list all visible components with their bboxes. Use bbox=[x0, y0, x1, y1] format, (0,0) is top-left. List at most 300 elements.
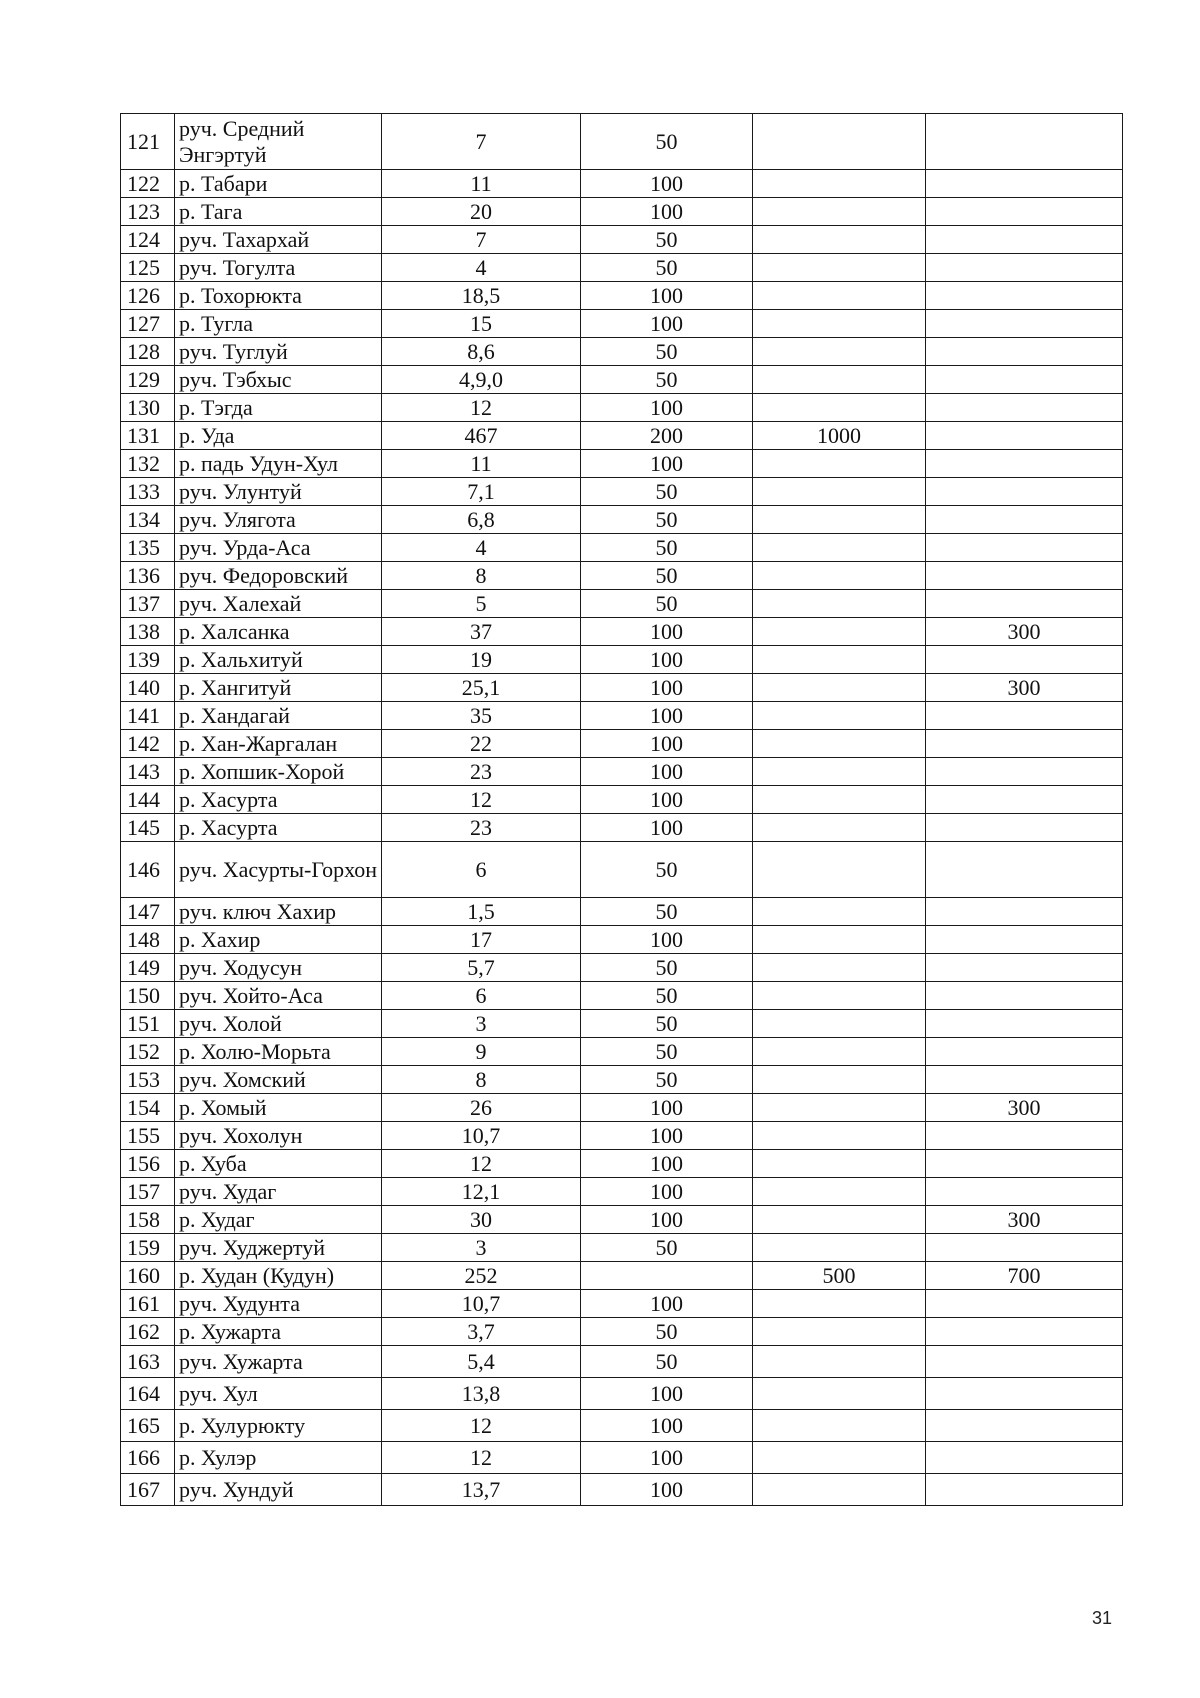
water-body-name-cell: руч. Худжертуй bbox=[175, 1234, 382, 1262]
length-cell: 26 bbox=[382, 1094, 581, 1122]
column-6-cell bbox=[926, 1378, 1123, 1410]
table-row bbox=[121, 366, 1123, 394]
length-cell: 7 bbox=[382, 226, 581, 254]
row-number-cell: 138 bbox=[121, 618, 175, 646]
row-number-cell: 136 bbox=[121, 562, 175, 590]
table-body bbox=[121, 114, 1123, 1506]
zone-width-cell: 100 bbox=[581, 814, 753, 842]
length-cell: 19 bbox=[382, 646, 581, 674]
row-number-cell: 122 bbox=[121, 170, 175, 198]
water-body-name-cell: р. Хуба bbox=[175, 1150, 382, 1178]
water-body-name-cell: руч. Хундуй bbox=[175, 1474, 382, 1506]
row-number-cell: 158 bbox=[121, 1206, 175, 1234]
length-cell: 12 bbox=[382, 394, 581, 422]
column-6-cell bbox=[926, 898, 1123, 926]
zone-width-cell: 50 bbox=[581, 226, 753, 254]
column-5-cell bbox=[753, 282, 926, 310]
table-row bbox=[121, 758, 1123, 786]
row-number-cell: 160 bbox=[121, 1262, 175, 1290]
length-cell: 15 bbox=[382, 310, 581, 338]
water-body-name-cell: р. Хасурта bbox=[175, 814, 382, 842]
length-cell: 30 bbox=[382, 1206, 581, 1234]
page-number: 31 bbox=[1092, 1608, 1113, 1628]
table-row bbox=[121, 1262, 1123, 1290]
column-6-cell bbox=[926, 758, 1123, 786]
column-6-cell bbox=[926, 1346, 1123, 1378]
column-5-cell bbox=[753, 506, 926, 534]
column-6-cell: 300 bbox=[926, 618, 1123, 646]
zone-width-cell: 100 bbox=[581, 1122, 753, 1150]
length-cell: 12 bbox=[382, 786, 581, 814]
length-cell: 10,7 bbox=[382, 1290, 581, 1318]
row-number-cell: 143 bbox=[121, 758, 175, 786]
table-row bbox=[121, 310, 1123, 338]
column-5-cell bbox=[753, 1206, 926, 1234]
zone-width-cell: 100 bbox=[581, 394, 753, 422]
column-5-cell bbox=[753, 1038, 926, 1066]
table-row bbox=[121, 954, 1123, 982]
row-number-cell: 145 bbox=[121, 814, 175, 842]
column-6-cell bbox=[926, 226, 1123, 254]
table-row bbox=[121, 814, 1123, 842]
zone-width-cell: 50 bbox=[581, 842, 753, 898]
column-5-cell bbox=[753, 114, 926, 170]
column-6-cell bbox=[926, 282, 1123, 310]
table-row bbox=[121, 1410, 1123, 1442]
zone-width-cell: 50 bbox=[581, 1318, 753, 1346]
table-row bbox=[121, 1346, 1123, 1378]
water-body-name-cell: р. Тугла bbox=[175, 310, 382, 338]
water-body-name-cell: р. Худан (Кудун) bbox=[175, 1262, 382, 1290]
zone-width-cell: 50 bbox=[581, 1234, 753, 1262]
column-5-cell bbox=[753, 1178, 926, 1206]
column-6-cell bbox=[926, 702, 1123, 730]
column-5-cell bbox=[753, 478, 926, 506]
zone-width-cell: 50 bbox=[581, 478, 753, 506]
column-5-cell: 500 bbox=[753, 1262, 926, 1290]
column-6-cell bbox=[926, 646, 1123, 674]
table-row bbox=[121, 926, 1123, 954]
zone-width-cell: 50 bbox=[581, 562, 753, 590]
column-5-cell bbox=[753, 394, 926, 422]
water-body-name-cell: р. Хахир bbox=[175, 926, 382, 954]
column-5-cell bbox=[753, 1094, 926, 1122]
row-number-cell: 161 bbox=[121, 1290, 175, 1318]
length-cell: 13,7 bbox=[382, 1474, 581, 1506]
column-6-cell bbox=[926, 338, 1123, 366]
column-5-cell bbox=[753, 786, 926, 814]
table-row bbox=[121, 338, 1123, 366]
column-6-cell bbox=[926, 1410, 1123, 1442]
zone-width-cell: 50 bbox=[581, 982, 753, 1010]
length-cell: 11 bbox=[382, 170, 581, 198]
column-6-cell bbox=[926, 1122, 1123, 1150]
length-cell: 23 bbox=[382, 814, 581, 842]
zone-width-cell: 50 bbox=[581, 1038, 753, 1066]
water-body-name-cell: р. Хан-Жаргалан bbox=[175, 730, 382, 758]
length-cell: 12 bbox=[382, 1410, 581, 1442]
zone-width-cell: 100 bbox=[581, 198, 753, 226]
column-6-cell bbox=[926, 198, 1123, 226]
water-body-name-cell: руч. Урда-Аса bbox=[175, 534, 382, 562]
length-cell: 13,8 bbox=[382, 1378, 581, 1410]
column-5-cell bbox=[753, 1234, 926, 1262]
column-6-cell bbox=[926, 562, 1123, 590]
column-5-cell bbox=[753, 842, 926, 898]
zone-width-cell: 100 bbox=[581, 1474, 753, 1506]
table-row bbox=[121, 730, 1123, 758]
table-row bbox=[121, 1290, 1123, 1318]
table-row bbox=[121, 254, 1123, 282]
zone-width-cell: 100 bbox=[581, 1094, 753, 1122]
row-number-cell: 146 bbox=[121, 842, 175, 898]
water-body-name-cell: руч. Тэбхыс bbox=[175, 366, 382, 394]
column-6-cell bbox=[926, 730, 1123, 758]
row-number-cell: 149 bbox=[121, 954, 175, 982]
length-cell: 6 bbox=[382, 842, 581, 898]
length-cell: 22 bbox=[382, 730, 581, 758]
row-number-cell: 141 bbox=[121, 702, 175, 730]
column-5-cell bbox=[753, 254, 926, 282]
zone-width-cell: 50 bbox=[581, 366, 753, 394]
row-number-cell: 142 bbox=[121, 730, 175, 758]
column-6-cell bbox=[926, 954, 1123, 982]
zone-width-cell: 100 bbox=[581, 758, 753, 786]
row-number-cell: 156 bbox=[121, 1150, 175, 1178]
table-row bbox=[121, 562, 1123, 590]
length-cell: 7 bbox=[382, 114, 581, 170]
row-number-cell: 165 bbox=[121, 1410, 175, 1442]
row-number-cell: 151 bbox=[121, 1010, 175, 1038]
column-5-cell bbox=[753, 338, 926, 366]
column-5-cell bbox=[753, 1010, 926, 1038]
row-number-cell: 144 bbox=[121, 786, 175, 814]
column-5-cell bbox=[753, 590, 926, 618]
length-cell: 8,6 bbox=[382, 338, 581, 366]
water-body-name-cell: руч. Улягота bbox=[175, 506, 382, 534]
zone-width-cell: 50 bbox=[581, 590, 753, 618]
table-row bbox=[121, 422, 1123, 450]
table-row bbox=[121, 394, 1123, 422]
zone-width-cell: 100 bbox=[581, 674, 753, 702]
column-6-cell: 300 bbox=[926, 1206, 1123, 1234]
row-number-cell: 133 bbox=[121, 478, 175, 506]
column-6-cell bbox=[926, 310, 1123, 338]
column-6-cell: 300 bbox=[926, 674, 1123, 702]
row-number-cell: 139 bbox=[121, 646, 175, 674]
column-6-cell: 300 bbox=[926, 1094, 1123, 1122]
table-row bbox=[121, 114, 1123, 170]
length-cell: 6,8 bbox=[382, 506, 581, 534]
water-body-name-cell: руч. Ходусун bbox=[175, 954, 382, 982]
length-cell: 10,7 bbox=[382, 1122, 581, 1150]
column-6-cell bbox=[926, 394, 1123, 422]
length-cell: 17 bbox=[382, 926, 581, 954]
column-6-cell bbox=[926, 1290, 1123, 1318]
row-number-cell: 121 bbox=[121, 114, 175, 170]
column-6-cell bbox=[926, 1178, 1123, 1206]
column-5-cell bbox=[753, 170, 926, 198]
water-body-name-cell: руч. Федоровский bbox=[175, 562, 382, 590]
column-5-cell bbox=[753, 1378, 926, 1410]
zone-width-cell: 50 bbox=[581, 898, 753, 926]
water-body-name-cell: р. Хужарта bbox=[175, 1318, 382, 1346]
water-body-name-cell: р. Хандагай bbox=[175, 702, 382, 730]
zone-width-cell: 100 bbox=[581, 170, 753, 198]
zone-width-cell: 50 bbox=[581, 114, 753, 170]
water-body-name-cell: р. Хомый bbox=[175, 1094, 382, 1122]
row-number-cell: 126 bbox=[121, 282, 175, 310]
zone-width-cell: 100 bbox=[581, 1410, 753, 1442]
row-number-cell: 148 bbox=[121, 926, 175, 954]
table-row bbox=[121, 1206, 1123, 1234]
column-6-cell bbox=[926, 1442, 1123, 1474]
length-cell: 37 bbox=[382, 618, 581, 646]
length-cell: 9 bbox=[382, 1038, 581, 1066]
column-6-cell bbox=[926, 842, 1123, 898]
water-body-name-cell: р. падь Удун-Хул bbox=[175, 450, 382, 478]
zone-width-cell: 50 bbox=[581, 954, 753, 982]
column-5-cell bbox=[753, 1442, 926, 1474]
row-number-cell: 129 bbox=[121, 366, 175, 394]
column-5-cell bbox=[753, 366, 926, 394]
length-cell: 5,4 bbox=[382, 1346, 581, 1378]
water-body-name-cell: руч. Улунтуй bbox=[175, 478, 382, 506]
column-5-cell bbox=[753, 1122, 926, 1150]
table-row bbox=[121, 198, 1123, 226]
water-body-name-cell: руч. Холой bbox=[175, 1010, 382, 1038]
document-table-container bbox=[120, 113, 1122, 1506]
length-cell: 8 bbox=[382, 1066, 581, 1094]
table-row bbox=[121, 786, 1123, 814]
column-5-cell bbox=[753, 758, 926, 786]
row-number-cell: 123 bbox=[121, 198, 175, 226]
length-cell: 11 bbox=[382, 450, 581, 478]
column-6-cell bbox=[926, 366, 1123, 394]
zone-width-cell: 100 bbox=[581, 1178, 753, 1206]
water-body-name-cell: р. Тэгда bbox=[175, 394, 382, 422]
column-6-cell bbox=[926, 114, 1123, 170]
zone-width-cell: 50 bbox=[581, 1066, 753, 1094]
zone-width-cell: 100 bbox=[581, 1150, 753, 1178]
water-body-name-cell: руч. Тогулта bbox=[175, 254, 382, 282]
row-number-cell: 167 bbox=[121, 1474, 175, 1506]
table-row bbox=[121, 1234, 1123, 1262]
zone-width-cell: 100 bbox=[581, 450, 753, 478]
column-6-cell bbox=[926, 1038, 1123, 1066]
length-cell: 8 bbox=[382, 562, 581, 590]
length-cell: 5 bbox=[382, 590, 581, 618]
table-row bbox=[121, 898, 1123, 926]
column-6-cell bbox=[926, 590, 1123, 618]
column-5-cell bbox=[753, 1066, 926, 1094]
table-row bbox=[121, 618, 1123, 646]
row-number-cell: 154 bbox=[121, 1094, 175, 1122]
zone-width-cell: 100 bbox=[581, 926, 753, 954]
column-5-cell bbox=[753, 702, 926, 730]
column-6-cell bbox=[926, 1474, 1123, 1506]
water-body-name-cell: руч. Хужарта bbox=[175, 1346, 382, 1378]
water-body-name-cell: р. Тага bbox=[175, 198, 382, 226]
length-cell: 25,1 bbox=[382, 674, 581, 702]
table-row bbox=[121, 982, 1123, 1010]
column-5-cell bbox=[753, 1474, 926, 1506]
column-6-cell bbox=[926, 786, 1123, 814]
length-cell: 20 bbox=[382, 198, 581, 226]
table-row bbox=[121, 1122, 1123, 1150]
column-5-cell bbox=[753, 226, 926, 254]
column-5-cell bbox=[753, 1346, 926, 1378]
length-cell: 23 bbox=[382, 758, 581, 786]
row-number-cell: 124 bbox=[121, 226, 175, 254]
column-6-cell bbox=[926, 534, 1123, 562]
zone-width-cell: 100 bbox=[581, 1290, 753, 1318]
table-row bbox=[121, 282, 1123, 310]
zone-width-cell: 100 bbox=[581, 702, 753, 730]
row-number-cell: 130 bbox=[121, 394, 175, 422]
row-number-cell: 131 bbox=[121, 422, 175, 450]
table-row bbox=[121, 1066, 1123, 1094]
column-5-cell bbox=[753, 646, 926, 674]
column-6-cell bbox=[926, 982, 1123, 1010]
water-body-name-cell: р. Хангитуй bbox=[175, 674, 382, 702]
row-number-cell: 163 bbox=[121, 1346, 175, 1378]
length-cell: 3 bbox=[382, 1234, 581, 1262]
zone-width-cell: 100 bbox=[581, 1442, 753, 1474]
length-cell: 7,1 bbox=[382, 478, 581, 506]
water-body-name-cell: руч. Тахархай bbox=[175, 226, 382, 254]
table-row bbox=[121, 478, 1123, 506]
length-cell: 12,1 bbox=[382, 1178, 581, 1206]
table-row bbox=[121, 1442, 1123, 1474]
rivers-table bbox=[120, 113, 1123, 1506]
length-cell: 6 bbox=[382, 982, 581, 1010]
length-cell: 18,5 bbox=[382, 282, 581, 310]
column-5-cell bbox=[753, 814, 926, 842]
zone-width-cell: 50 bbox=[581, 506, 753, 534]
column-5-cell bbox=[753, 618, 926, 646]
table-row bbox=[121, 534, 1123, 562]
column-5-cell bbox=[753, 1410, 926, 1442]
zone-width-cell: 200 bbox=[581, 422, 753, 450]
row-number-cell: 134 bbox=[121, 506, 175, 534]
column-5-cell bbox=[753, 730, 926, 758]
row-number-cell: 157 bbox=[121, 1178, 175, 1206]
table-row bbox=[121, 1010, 1123, 1038]
water-body-name-cell: р. Хулурюкту bbox=[175, 1410, 382, 1442]
water-body-name-cell: р. Халсанка bbox=[175, 618, 382, 646]
table-row bbox=[121, 1038, 1123, 1066]
length-cell: 4,9,0 bbox=[382, 366, 581, 394]
column-6-cell bbox=[926, 814, 1123, 842]
water-body-name-cell: руч. Хойто-Аса bbox=[175, 982, 382, 1010]
zone-width-cell: 100 bbox=[581, 1206, 753, 1234]
row-number-cell: 166 bbox=[121, 1442, 175, 1474]
table-row bbox=[121, 450, 1123, 478]
row-number-cell: 152 bbox=[121, 1038, 175, 1066]
table-row bbox=[121, 1178, 1123, 1206]
table-row bbox=[121, 1094, 1123, 1122]
water-body-name-cell: р. Хасурта bbox=[175, 786, 382, 814]
length-cell: 12 bbox=[382, 1150, 581, 1178]
column-6-cell bbox=[926, 1066, 1123, 1094]
zone-width-cell: 100 bbox=[581, 646, 753, 674]
column-6-cell bbox=[926, 450, 1123, 478]
water-body-name-cell: руч. Хасурты-Горхон bbox=[175, 842, 382, 898]
column-5-cell bbox=[753, 310, 926, 338]
column-5-cell bbox=[753, 562, 926, 590]
water-body-name-cell: руч. Худаг bbox=[175, 1178, 382, 1206]
column-5-cell bbox=[753, 1318, 926, 1346]
table-row bbox=[121, 170, 1123, 198]
table-row bbox=[121, 842, 1123, 898]
length-cell: 1,5 bbox=[382, 898, 581, 926]
zone-width-cell bbox=[581, 1262, 753, 1290]
table-row bbox=[121, 590, 1123, 618]
column-5-cell bbox=[753, 982, 926, 1010]
zone-width-cell: 100 bbox=[581, 618, 753, 646]
table-row bbox=[121, 702, 1123, 730]
row-number-cell: 125 bbox=[121, 254, 175, 282]
length-cell: 3 bbox=[382, 1010, 581, 1038]
column-5-cell bbox=[753, 954, 926, 982]
zone-width-cell: 100 bbox=[581, 786, 753, 814]
column-6-cell bbox=[926, 506, 1123, 534]
column-5-cell bbox=[753, 898, 926, 926]
column-6-cell: 700 bbox=[926, 1262, 1123, 1290]
row-number-cell: 147 bbox=[121, 898, 175, 926]
length-cell: 4 bbox=[382, 254, 581, 282]
table-row bbox=[121, 1474, 1123, 1506]
column-5-cell bbox=[753, 1150, 926, 1178]
row-number-cell: 150 bbox=[121, 982, 175, 1010]
zone-width-cell: 100 bbox=[581, 282, 753, 310]
water-body-name-cell: руч. ключ Хахир bbox=[175, 898, 382, 926]
row-number-cell: 140 bbox=[121, 674, 175, 702]
water-body-name-cell: руч. Хохолун bbox=[175, 1122, 382, 1150]
length-cell: 467 bbox=[382, 422, 581, 450]
row-number-cell: 159 bbox=[121, 1234, 175, 1262]
column-5-cell: 1000 bbox=[753, 422, 926, 450]
water-body-name-cell: руч. Хул bbox=[175, 1378, 382, 1410]
water-body-name-cell: руч. Средний Энгэртуй bbox=[175, 114, 382, 170]
zone-width-cell: 50 bbox=[581, 1010, 753, 1038]
row-number-cell: 127 bbox=[121, 310, 175, 338]
water-body-name-cell: р. Уда bbox=[175, 422, 382, 450]
row-number-cell: 135 bbox=[121, 534, 175, 562]
column-6-cell bbox=[926, 1010, 1123, 1038]
column-5-cell bbox=[753, 198, 926, 226]
column-5-cell bbox=[753, 450, 926, 478]
water-body-name-cell: р. Холю-Морьта bbox=[175, 1038, 382, 1066]
length-cell: 4 bbox=[382, 534, 581, 562]
row-number-cell: 137 bbox=[121, 590, 175, 618]
water-body-name-cell: руч. Халехай bbox=[175, 590, 382, 618]
table-row bbox=[121, 226, 1123, 254]
length-cell: 5,7 bbox=[382, 954, 581, 982]
table-row bbox=[121, 646, 1123, 674]
length-cell: 252 bbox=[382, 1262, 581, 1290]
zone-width-cell: 50 bbox=[581, 338, 753, 366]
column-6-cell bbox=[926, 170, 1123, 198]
length-cell: 35 bbox=[382, 702, 581, 730]
column-5-cell bbox=[753, 1290, 926, 1318]
table-row bbox=[121, 506, 1123, 534]
length-cell: 12 bbox=[382, 1442, 581, 1474]
water-body-name-cell: руч. Худунта bbox=[175, 1290, 382, 1318]
water-body-name-cell: р. Хулэр bbox=[175, 1442, 382, 1474]
water-body-name-cell: руч. Хомский bbox=[175, 1066, 382, 1094]
